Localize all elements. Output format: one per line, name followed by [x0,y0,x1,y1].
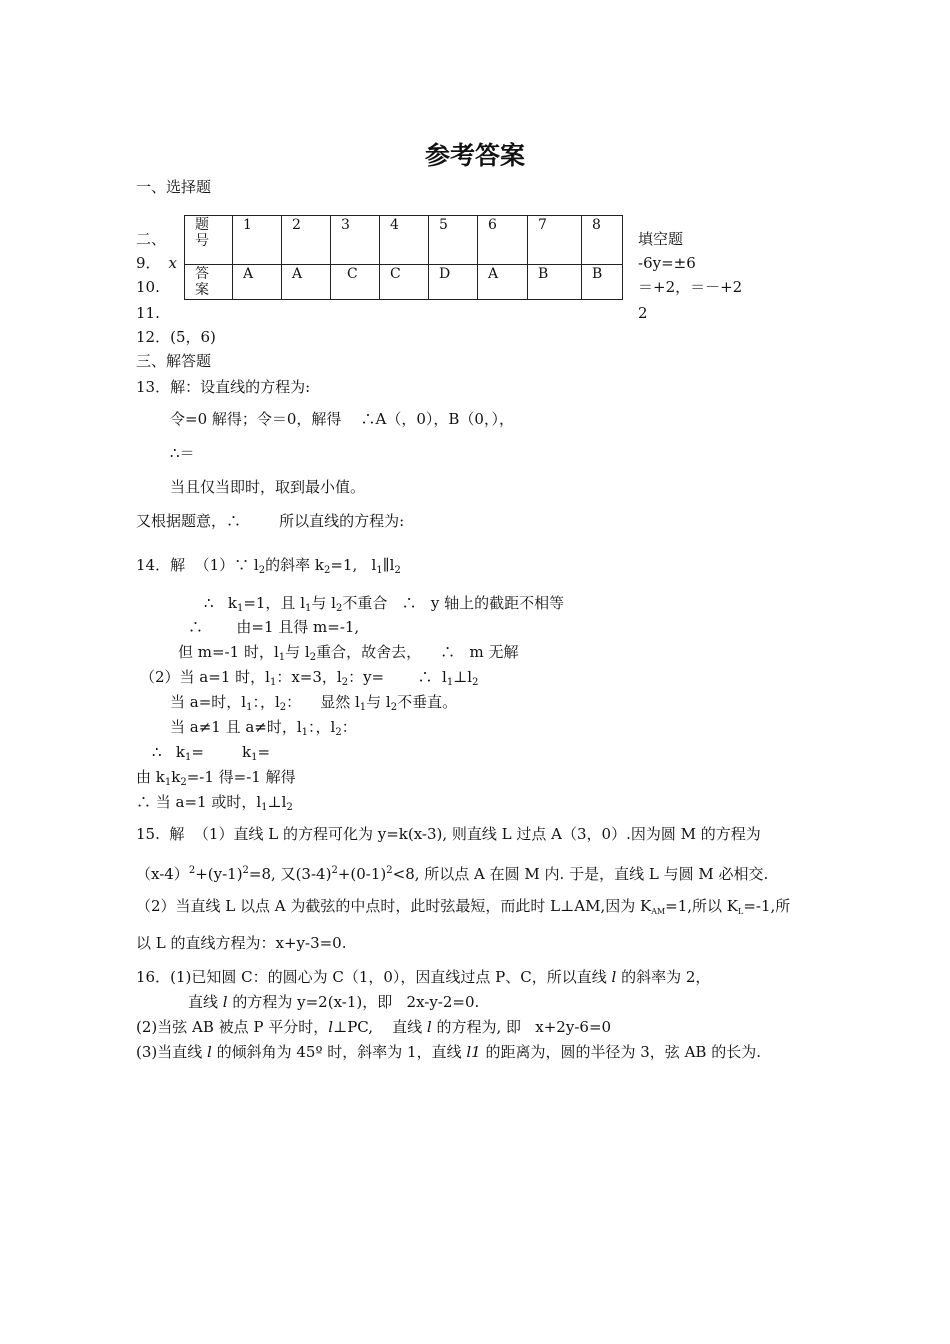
table-cell: A [282,265,331,300]
fill-heading-number: 二、 [136,230,167,248]
table-cell: B [582,265,623,300]
q10-answer: ＝+2，＝－+2 [638,278,743,296]
table-row-numbers [185,216,623,265]
q15-line: 15. 解 （1）直线 L 的方程可化为 y=k(x-3), 则直线 L 过点 A（3，0）.因为圆 M 的方程为 [136,825,761,843]
table-cell: 6 [478,216,528,265]
q12-answer: 12．(5，6) [136,328,216,346]
q13-line: 13．解：设直线的方程为: [136,378,311,396]
table-cell: D [429,265,478,300]
table-cell: A [233,265,282,300]
table-cell: 1 [233,216,282,265]
q15-line: 以 L 的直线方程为：x+y-3=0. [136,934,347,952]
q9-variable: x [168,254,178,272]
answer-table [184,215,623,300]
q13-line: 当且仅当即时，取到最小值。 [170,478,366,496]
table-cell: 7 [528,216,582,265]
table-cell: A [478,265,528,300]
q14-line: ∴ 当 a=1 或时，$l_1\perp l_2$ [136,793,293,813]
q13-line: ∴＝ [170,444,195,462]
q14-line: （2）当 a=1 时，$l_1$：x=3，$l_2$：y= ∴ $l_1\perp l_2$ [140,668,479,688]
q13-line: 又根据题意，∴ 所以直线的方程为: [136,512,405,530]
q16-line: (2)当弦 AB 被点 P 平分时，l⊥PC, 直线 l 的方程为, 即 x+2y-6=0 [136,1018,612,1036]
section-solutions-heading: 三、解答题 [136,352,212,370]
table-cell: 2 [282,216,331,265]
section-choice-heading: 一、选择题 [136,178,212,196]
q11-label: 11. [136,304,160,322]
q14-line: 当 a=时，$l_1$：，$l_2$： 显然 $l_1$与 $l_2$不垂直。 [170,693,458,713]
q15-line: $(x-4)^2+(y-1)^2=8$, 又$(3-4)^2+(0-1)^2<8$, 所以点 A 在圆 M 内. 于是，直线 L 与圆 M 必相交. [136,865,769,883]
table-cell: B [528,265,582,300]
q14-line: 14．解 （1）∵ $l_2$的斜率 $k_2=1$, $l_1\parallel l_2$ [136,556,401,576]
q13-line: 令=0 解得；令＝0，解得 ∴A（，0），B（0，）， [170,410,514,428]
q9-number: 9． [136,254,161,272]
q14-line: ∴ $k_1=$ $k_1=$ [152,743,271,763]
table-cell: 8 [582,216,623,265]
q11-answer: 2 [638,304,648,322]
q14-line: ∴ $k_1=1$，且 $l_1$与 $l_2$不重合 ∴ y 轴上的截距不相等 [204,594,565,614]
table-cell: C [331,265,380,300]
q14-line: 由 $k_1k_2=-1$ 得=-1 解得 [136,768,296,788]
q14-line: 但 m=-1 时，$l_1$与 $l_2$重合，故舍去， ∴ m 无解 [178,643,519,663]
page-title: 参考答案 [424,141,525,170]
table-cell: 4 [380,216,429,265]
fill-heading-text: 填空题 [638,230,684,248]
table-cell: 3 [331,216,380,265]
q16-line: 直线 l 的方程为 y=2(x-1)，即 2x-y-2=0. [188,993,480,1011]
table-row-answers [185,265,623,300]
q10-label: 10. [136,278,160,296]
table-cell: C [380,265,429,300]
q9-label [136,254,177,272]
q14-line: ∴ 由=1 且得 m=-1, [188,618,360,636]
q16-line: 16．(1)已知圆 C：的圆心为 C（1，0），因直线过点 P、C，所以直线 l 的斜率为 2， [136,968,711,986]
table-cell: 答 案 [185,265,233,300]
q16-line: (3)当直线 l 的倾斜角为 45º 时，斜率为 1，直线 l1 的距离为，圆的半径为 3，弦 AB 的长为. [136,1043,761,1061]
q9-answer: -6y=±6 [638,254,696,272]
table-cell: 5 [429,216,478,265]
q14-line: 当 a≠1 且 a≠时，$l_1$：，$l_2$： [170,718,357,738]
table-cell: 题 号 [185,216,233,265]
q15-line: （2）当直线 L 以点 A 为截弦的中点时，此时弦最短，而此时 L⊥AM,因为 $K_{AM}=1$,所以 $K_L=-1$,所 [136,897,791,916]
